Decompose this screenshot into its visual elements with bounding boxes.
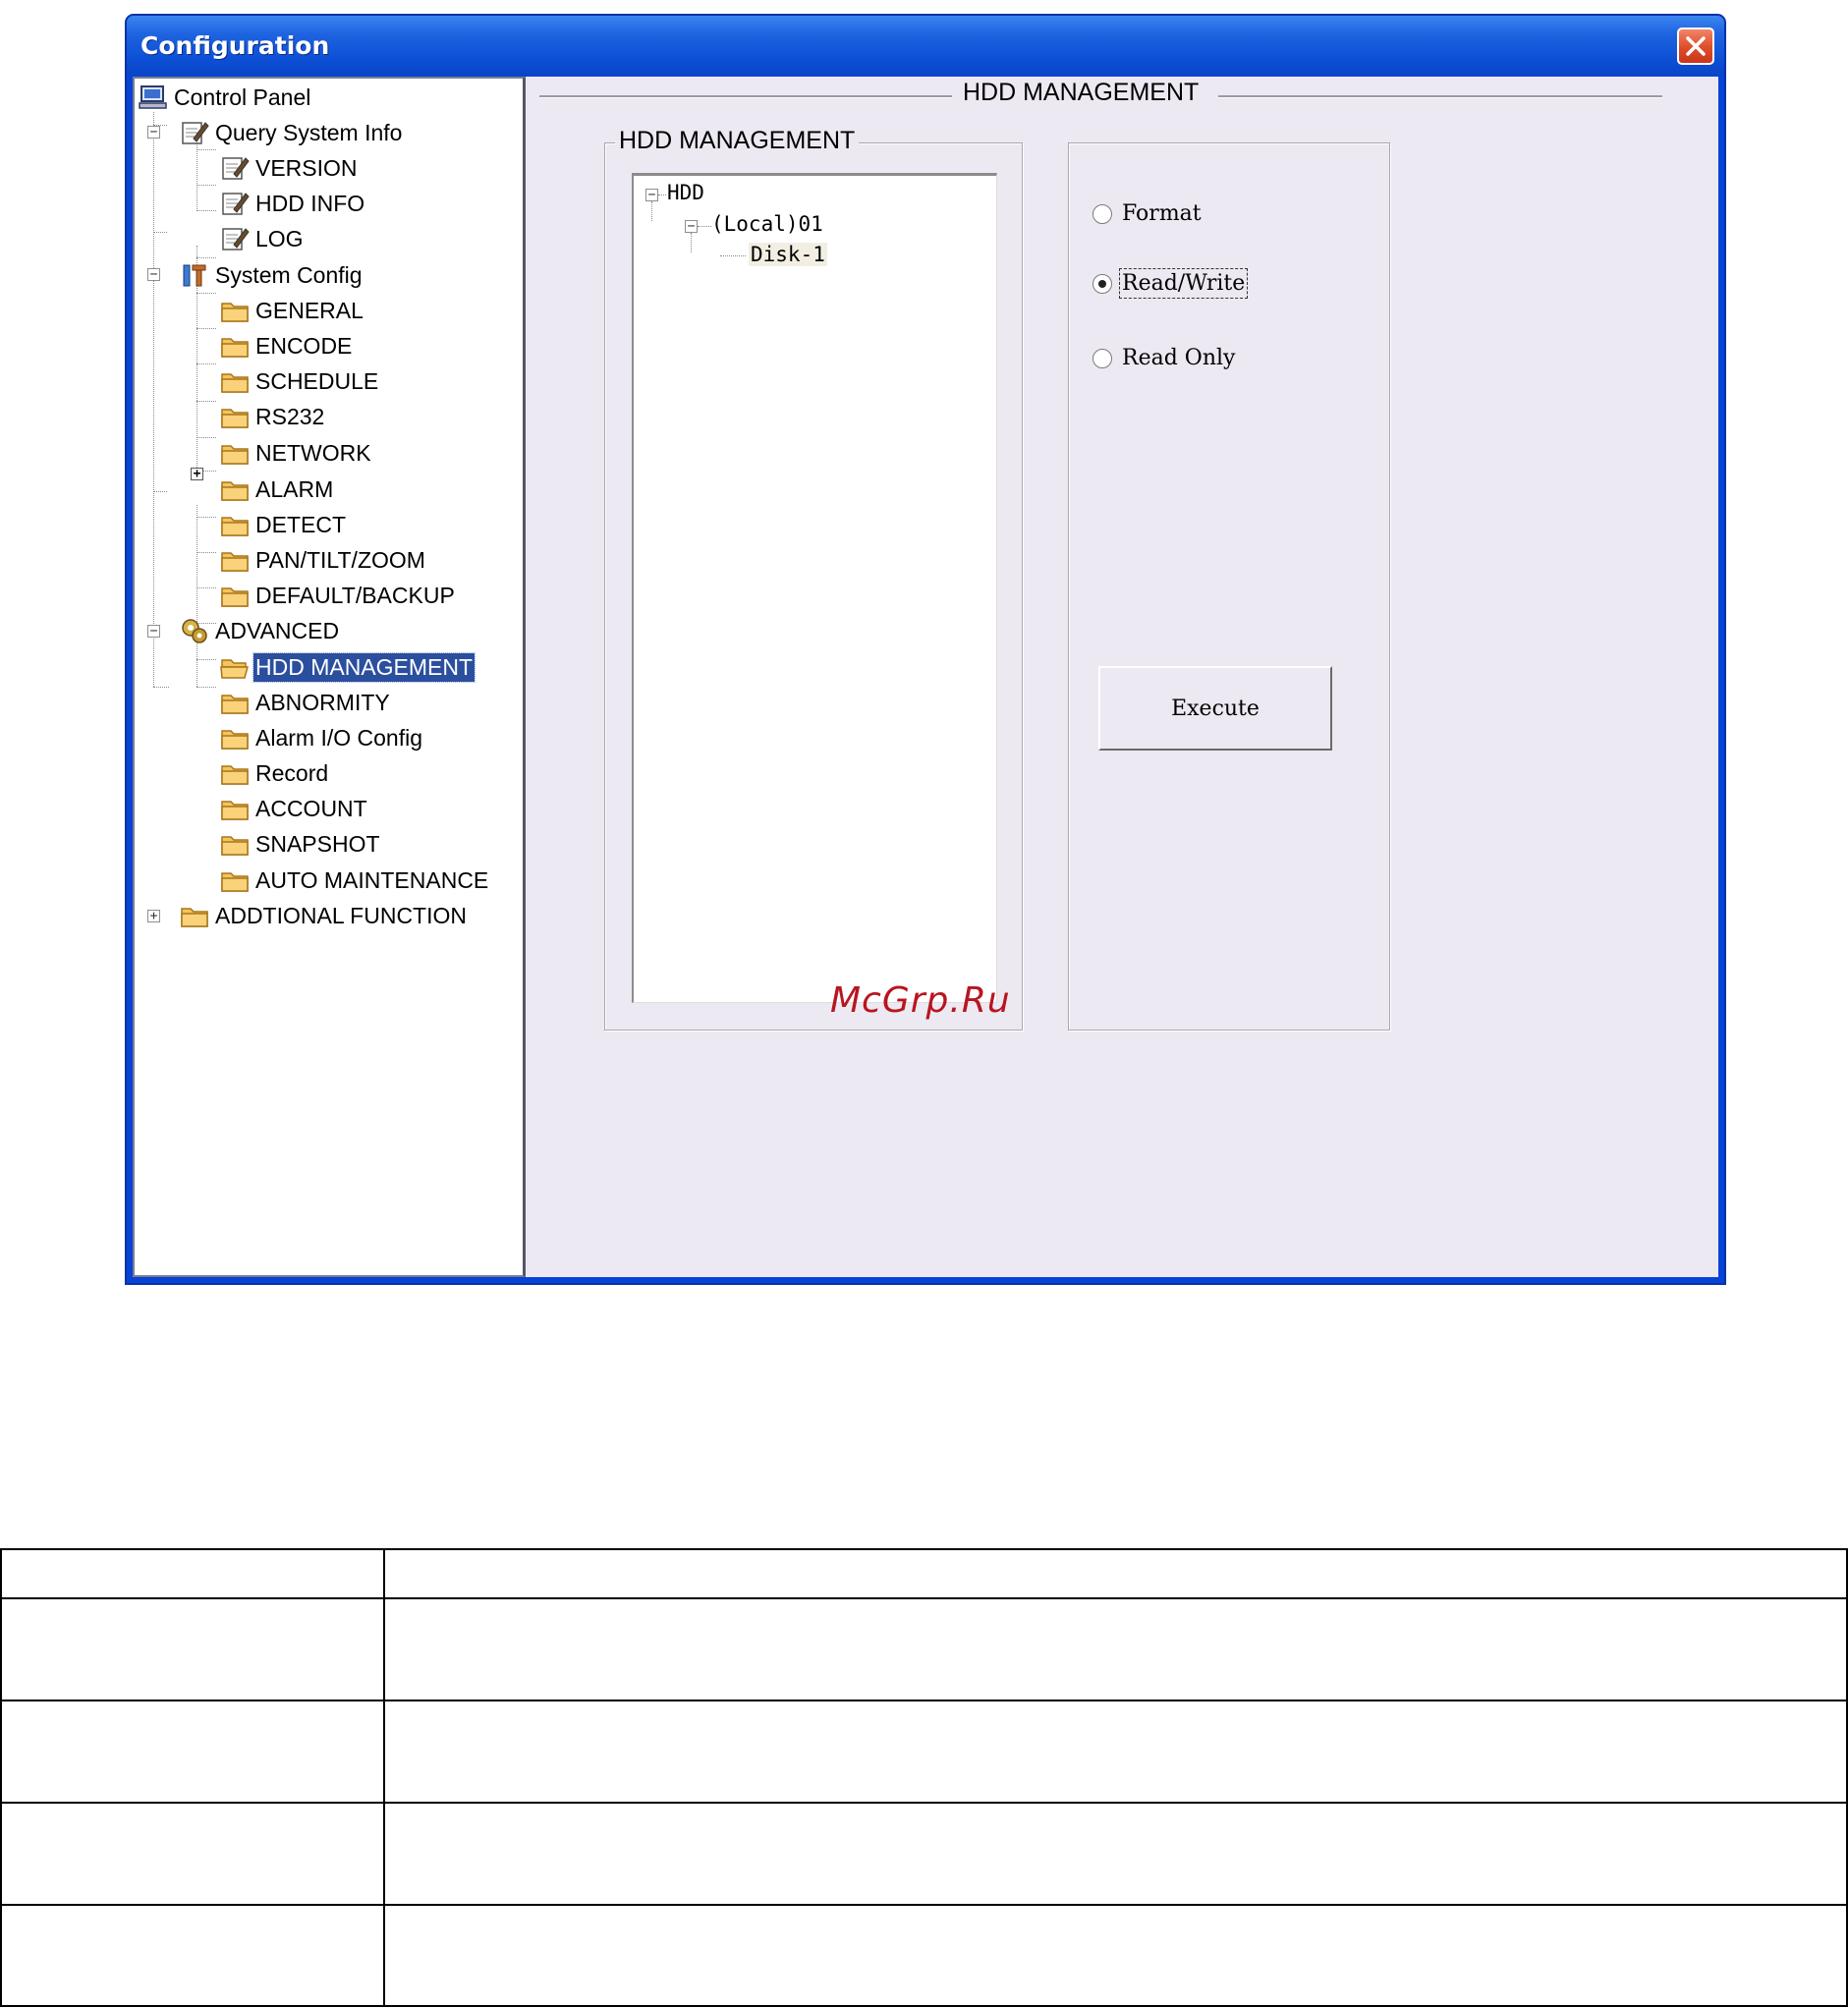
configuration-window [125, 14, 1726, 1285]
section-header: HDD MANAGEMENT [963, 79, 1200, 106]
execute-button[interactable]: Execute [1098, 666, 1332, 751]
tree-item-hdd-management[interactable]: HDD MANAGEMENT [220, 652, 475, 682]
format-radio-button[interactable] [1092, 204, 1112, 224]
tree-item-detect[interactable]: DETECT [220, 510, 348, 539]
tree-item-control-panel[interactable]: Control Panel [139, 83, 312, 112]
gears-icon [180, 618, 209, 643]
read-write-radio-button[interactable] [1092, 274, 1112, 294]
close-icon [1686, 36, 1706, 56]
edit-document-icon [180, 120, 209, 145]
tree-item-account[interactable]: ACCOUNT [220, 794, 369, 823]
folder-icon [220, 512, 250, 537]
tree-item-alarm[interactable]: ALARM [220, 474, 335, 504]
hdd-tree[interactable] [632, 173, 997, 1003]
table-cell [384, 1549, 1847, 1598]
tree-item-advanced[interactable]: ADVANCED [180, 616, 341, 645]
edit-document-icon [220, 191, 250, 216]
folder-icon [220, 867, 250, 893]
group-title: HDD MANAGEMENT [615, 127, 859, 155]
tree-item-pan-tilt-zoom[interactable]: PAN/TILT/ZOOM [220, 545, 427, 575]
expander-advanced[interactable]: − [147, 625, 160, 638]
expander-local-01[interactable]: − [685, 220, 698, 233]
table-row [1, 1803, 1847, 1905]
table-cell [384, 1905, 1847, 2006]
expander-system-config[interactable]: − [147, 268, 160, 281]
tree-item-hdd-info[interactable]: HDD INFO [220, 189, 366, 218]
read-only-radio-button[interactable] [1092, 349, 1112, 368]
folder-icon [220, 440, 250, 466]
folder-icon [220, 547, 250, 573]
tree-item-system-config[interactable]: System Config [180, 260, 364, 290]
table-cell [384, 1700, 1847, 1803]
open-folder-icon [220, 654, 250, 680]
read-only-radio[interactable] [1092, 346, 1235, 370]
computer-icon [139, 84, 168, 110]
expander-hdd[interactable]: − [645, 189, 658, 201]
folder-icon [220, 583, 250, 608]
tree-item-auto-maintenance[interactable]: AUTO MAINTENANCE [220, 865, 490, 895]
window-title: Configuration [140, 31, 330, 60]
expander-network[interactable]: + [191, 468, 203, 480]
read-only-label: Read Only [1122, 346, 1236, 370]
read-write-label: Read/Write [1122, 271, 1246, 296]
hdd-tree-disk[interactable]: Disk-1 [751, 243, 825, 266]
client-area [133, 77, 1718, 1277]
title-bar[interactable] [127, 16, 1724, 75]
hdd-management-panel [526, 77, 1718, 1277]
table-cell [1, 1700, 384, 1803]
tree-item-encode[interactable]: ENCODE [220, 331, 354, 361]
watermark: McGrp.Ru [830, 980, 1011, 1021]
table-row [1, 1549, 1847, 1598]
close-button[interactable] [1677, 28, 1714, 65]
table-row [1, 1598, 1847, 1700]
folder-icon [220, 831, 250, 857]
table-cell [384, 1803, 1847, 1905]
expander-additional-function[interactable]: + [147, 910, 160, 922]
tree-item-additional-function[interactable]: ADDTIONAL FUNCTION [180, 901, 469, 930]
table-cell [1, 1905, 384, 2006]
navigation-tree[interactable] [135, 79, 523, 1275]
table-row [1, 1905, 1847, 2006]
tree-item-alarm-io-config[interactable]: Alarm I/O Config [220, 723, 424, 753]
tree-item-log[interactable]: LOG [220, 224, 306, 253]
hdd-options-group [1068, 142, 1390, 1031]
edit-document-icon [220, 155, 250, 181]
tree-item-schedule[interactable]: SCHEDULE [220, 366, 380, 396]
table-cell [384, 1598, 1847, 1700]
folder-icon [180, 903, 209, 928]
read-write-radio[interactable] [1092, 271, 1245, 296]
hdd-tree-root[interactable]: HDD [667, 181, 704, 204]
table-row [1, 1700, 1847, 1803]
tree-item-rs232[interactable]: RS232 [220, 402, 326, 431]
format-label: Format [1122, 201, 1202, 226]
folder-icon [220, 796, 250, 821]
tree-item-snapshot[interactable]: SNAPSHOT [220, 829, 382, 859]
description-table [0, 1548, 1848, 2007]
table-cell [1, 1598, 384, 1700]
folder-icon [220, 725, 250, 751]
hdd-management-group [604, 127, 1023, 1031]
folder-icon [220, 333, 250, 359]
folder-icon [220, 690, 250, 715]
tree-item-query-system-info[interactable]: Query System Info [180, 118, 404, 147]
format-radio[interactable] [1092, 201, 1202, 226]
tree-item-network[interactable]: NETWORK [220, 438, 373, 468]
folder-icon [220, 404, 250, 429]
hdd-tree-local[interactable]: (Local)01 [711, 212, 823, 236]
edit-document-icon [220, 226, 250, 251]
tree-item-default-backup[interactable]: DEFAULT/BACKUP [220, 581, 457, 610]
table-cell [1, 1549, 384, 1598]
navigation-tree-panel [133, 77, 526, 1277]
tree-item-abnormity[interactable]: ABNORMITY [220, 688, 392, 717]
tree-item-general[interactable]: GENERAL [220, 296, 365, 325]
folder-icon [220, 368, 250, 394]
folder-icon [220, 298, 250, 323]
tree-item-record[interactable]: Record [220, 758, 330, 788]
folder-icon [220, 760, 250, 786]
expander-query-system-info[interactable]: − [147, 126, 160, 139]
folder-icon [220, 476, 250, 502]
tree-item-version[interactable]: VERSION [220, 153, 360, 183]
tools-icon [180, 262, 209, 288]
table-cell [1, 1803, 384, 1905]
